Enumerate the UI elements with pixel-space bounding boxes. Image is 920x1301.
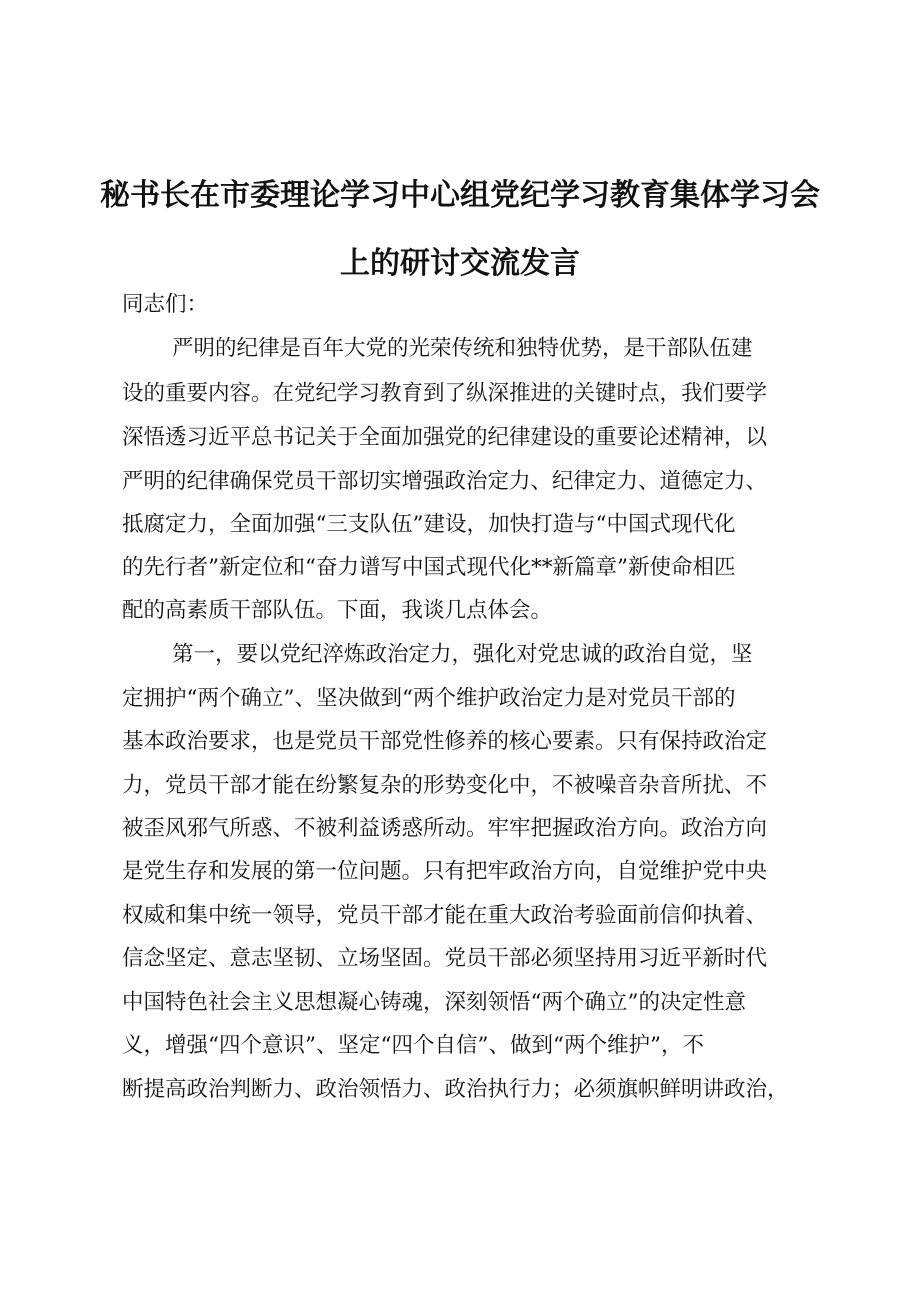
paragraph-1-line-4: 严明的纪律确保党员干部切实增强政治定力、纪律定力、道德定力、 [122,469,768,494]
paragraph-2-line-3: 基本政治要求，也是党员干部党性修养的核心要素。只有保持政治定 [122,729,768,754]
paragraph-2-line-8: 信念坚定、意志坚韧、立场坚固。党员干部必须坚持用习近平新时代 [122,946,768,971]
paragraph-1-line-3: 深悟透习近平总书记关于全面加强党的纪律建设的重要论述精神，以 [122,425,768,450]
paragraph-2-line-9: 中国特色社会主义思想凝心铸魂，深刻领悟“两个确立”的决定性意 [122,990,746,1015]
salutation: 同志们： [122,292,209,317]
paragraph-1-line-2: 设的重要内容。在党纪学习教育到了纵深推进的关键时点，我们要学 [122,381,768,406]
document-title-line-2: 上的研讨交流发言 [340,246,580,281]
paragraph-2-line-10: 义，增强“四个意识”、坚定“四个自信”、做到“两个维护”，不 [122,1033,704,1058]
paragraph-2-line-6: 是党生存和发展的第一位问题。只有把牢政治方向，自觉维护党中央 [122,859,768,884]
paragraph-1-line-6: 的先行者”新定位和“奋力谱写中国式现代化**新篇章”新使命相匹 [122,555,736,580]
paragraph-2-line-11: 断提高政治判断力、政治领悟力、政治执行力；必须旗帜鲜明讲政治， [122,1077,789,1102]
paragraph-1-line-7: 配的高素质干部队伍。下面，我谈几点体会。 [122,598,553,623]
paragraph-2-line-2: 定拥护“两个确立”、坚决做到“两个维护政治定力是对党员干部的 [122,686,736,711]
paragraph-2-line-7: 权威和集中统一领导，党员干部才能在重大政治考验面前信仰执着、 [122,903,768,928]
document-title-line-1: 秘书长在市委理论学习中心组党纪学习教育集体学习会 [100,178,820,213]
paragraph-2-line-5: 被歪风邪气所惑、不被利益诱惑所动。牢牢把握政治方向。政治方向 [122,816,768,841]
paragraph-2-line-1: 第一，要以党纪淬炼政治定力，强化对党忠诚的政治自觉，坚 [172,642,753,667]
paragraph-1-line-1: 严明的纪律是百年大党的光荣传统和独特优势，是干部队伍建 [172,336,753,361]
paragraph-1-line-5: 抵腐定力，全面加强“三支队伍”建设，加快打造与“中国式现代化 [122,512,736,537]
paragraph-2-line-4: 力，党员干部才能在纷繁复杂的形势变化中，不被噪音杂音所扰、不 [122,773,768,798]
